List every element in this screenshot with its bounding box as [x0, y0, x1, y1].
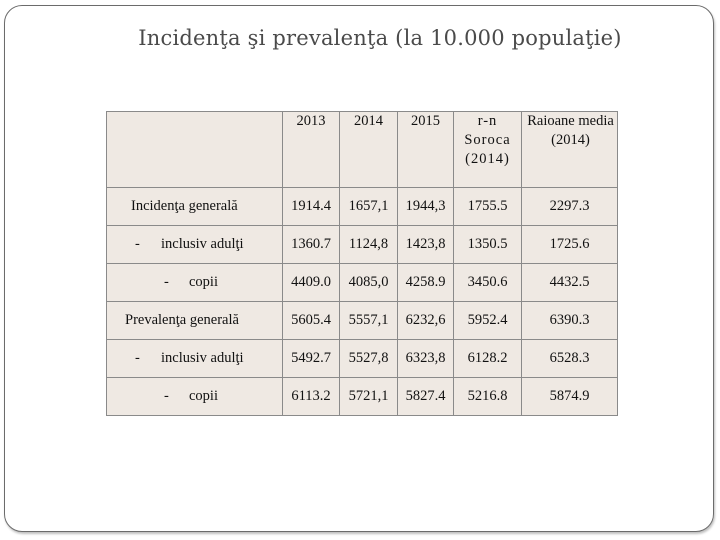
cell-value: 1350.5 [454, 226, 522, 264]
cell-value: 1360.7 [283, 226, 340, 264]
slide-title: Incidenţa şi prevalenţa (la 10.000 populaţie) [138, 26, 622, 50]
row-label [107, 226, 283, 264]
header-label-cell [107, 112, 283, 188]
row-label-text: Incidenţa generală [131, 198, 238, 214]
cell-value: 4409.0 [283, 264, 340, 302]
cell-value: 5952.4 [454, 302, 522, 340]
cell-value: 1755.5 [454, 188, 522, 226]
cell-value: 1914.4 [283, 188, 340, 226]
data-table [106, 111, 618, 416]
cell-value: 5216.8 [454, 378, 522, 416]
header-2014: 2014 [340, 112, 398, 188]
table-row [107, 340, 618, 378]
cell-value: 5557,1 [340, 302, 398, 340]
row-dash: - [135, 350, 140, 366]
cell-value: 1423,8 [398, 226, 454, 264]
row-dash: - [135, 236, 140, 252]
header-2013: 2013 [283, 112, 340, 188]
row-label-text: copii [189, 388, 218, 404]
row-dash: - [164, 274, 169, 290]
cell-value: 5874.9 [522, 378, 618, 416]
cell-value: 5827.4 [398, 378, 454, 416]
cell-value: 6232,6 [398, 302, 454, 340]
cell-value: 5527,8 [340, 340, 398, 378]
cell-value: 6323,8 [398, 340, 454, 378]
cell-value: 3450.6 [454, 264, 522, 302]
row-label [107, 264, 283, 302]
header-raioane: Raioane media (2014) [522, 112, 618, 188]
cell-value: 5605.4 [283, 302, 340, 340]
cell-value: 4432.5 [522, 264, 618, 302]
cell-value: 2297.3 [522, 188, 618, 226]
table-row [107, 226, 618, 264]
cell-value: 1944,3 [398, 188, 454, 226]
cell-value: 6528.3 [522, 340, 618, 378]
row-label-text: inclusiv adulţi [161, 350, 244, 366]
row-dash: - [164, 388, 169, 404]
row-label [107, 302, 283, 340]
row-label-text: Prevalenţa generală [125, 312, 239, 328]
table-row [107, 378, 618, 416]
cell-value: 6390.3 [522, 302, 618, 340]
cell-value: 6128.2 [454, 340, 522, 378]
cell-value: 1725.6 [522, 226, 618, 264]
cell-value: 4085,0 [340, 264, 398, 302]
row-label [107, 188, 283, 226]
header-soroca: r-n Soroca (2014) [454, 112, 522, 188]
row-label-text: copii [189, 274, 218, 290]
row-label-text: inclusiv adulţi [161, 236, 244, 252]
header-2015: 2015 [398, 112, 454, 188]
cell-value: 1657,1 [340, 188, 398, 226]
cell-value: 5721,1 [340, 378, 398, 416]
cell-value: 5492.7 [283, 340, 340, 378]
row-label [107, 378, 283, 416]
table-row [107, 188, 618, 226]
cell-value: 4258.9 [398, 264, 454, 302]
row-label [107, 340, 283, 378]
table-row [107, 264, 618, 302]
cell-value: 6113.2 [283, 378, 340, 416]
table-row [107, 302, 618, 340]
cell-value: 1124,8 [340, 226, 398, 264]
table-header-row [107, 112, 618, 188]
